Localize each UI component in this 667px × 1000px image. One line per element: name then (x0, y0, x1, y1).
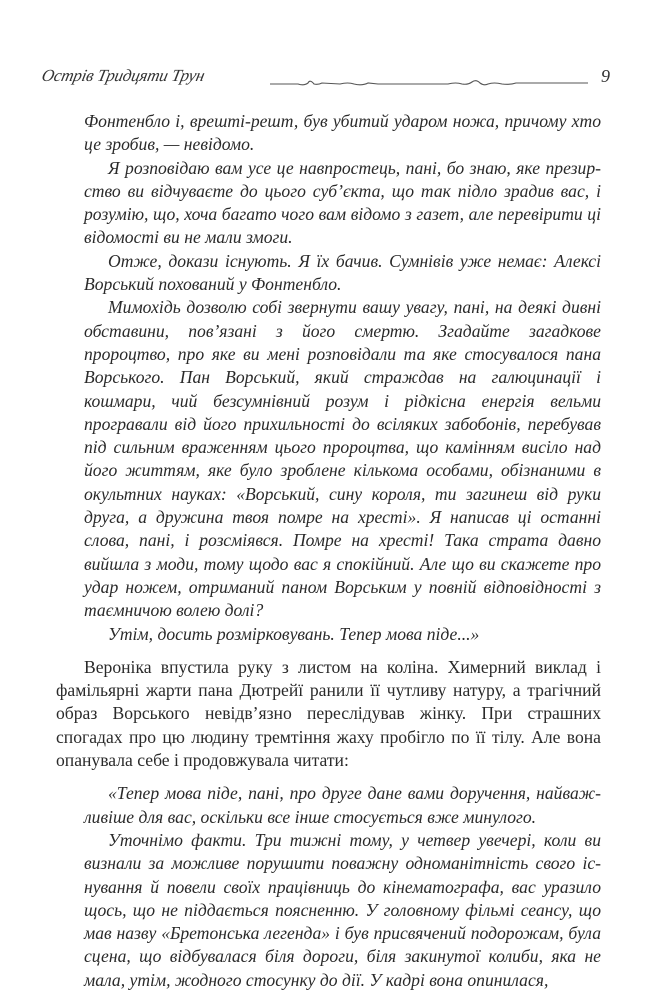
page-body (56, 110, 601, 992)
letter-excerpt-1 (84, 110, 601, 646)
letter-paragraph: «Тепер мова піде, пані, про друге дане вами доручення, найважливіше для вас, оскільки все інше стосується вже минулого. (84, 783, 601, 827)
flourish-line-ornament (270, 72, 588, 92)
letter-paragraph: Я розповідаю вам усе це навпростець, пані, бо знаю, яке презирство ви відчуваєте до цього суб’єкта, що так підло зрадив вас, і розумію, що, хоча багато чого вам відомо з газет, але перевірити ці відомості ви не мали змоги. (84, 157, 601, 248)
narration-paragraph: Вероніка впустила руку з листом на коліна. Химерний виклад і фамільярні жарти пана Дютрейї ранили її чутливу натуру, а трагічний образ Ворського невідв’язно переслідував жінку. При страшних спогадах про цю людину тремтіння жаху пробігло по її тілу. Але вона опанувала себе і продовжувала читати: (56, 656, 601, 771)
page-number: 9 (601, 66, 610, 86)
letter-paragraph: Уточнімо факти. Три тижні тому, у четвер увечері, коли ви визнали за можливе порушити поважну одноманітність свого існування й повели своїх працівниць до кінематографа, вас уразило щось, що не піддається поясненню. У головному фільмі сеансу, що мав назву «Бретонська легенда» і був присвячений подорожам, була сцена, що відбувалася біля дороги, біля закинутої колиби, яка не мала, утім, жодного стосунку до дії. У кадрі вона опинилася, (84, 829, 601, 990)
letter-paragraph: Фонтенбло і, врешті-решт, був убитий ударом ножа, причому хто це зробив, — невідомо. (84, 111, 601, 155)
running-title: Острів Тридцяти Трун (40, 66, 207, 85)
letter-paragraph: Утім, досить розмірковувань. Тепер мова піде...» (108, 623, 480, 644)
running-header (32, 66, 622, 96)
letter-paragraph: Отже, докази існують. Я їх бачив. Сумнівів уже немає: Алексі Ворський похований у Фонтенбло. (84, 250, 601, 295)
letter-excerpt-2 (84, 782, 601, 992)
letter-paragraph: Мимохідь дозволю собі звернути вашу увагу, пані, на деякі дивні обставини, пов’язані з його смертю. Згадайте загадкове пророцтво, про яке ви мені розповідали та яке стосувалося пана Ворського. Пан Ворський, який страждав на галюцинації і кошмари, чий безсумнівний розум і рідкісна енергія вельми програвали від його прихильності до всіляких забобонів, перебував під сильним враженням цього пророцтва, що камінням висіло над його життям, яке було зроблене кількома особами, обізнаними в окультних науках: «Ворський, сину короля, ти загинеш від руки друга, а дружина твоя помре на хресті». Я написав ці останні слова, пані, і розсміявся. Помре на хресті! Така страта давно вийшла з моди, тому щодо вас я спокійний. Але що ви скажете про удар ножем, отриманий паном Ворським у повній відповідності з таємничою волею долі? (84, 297, 601, 621)
